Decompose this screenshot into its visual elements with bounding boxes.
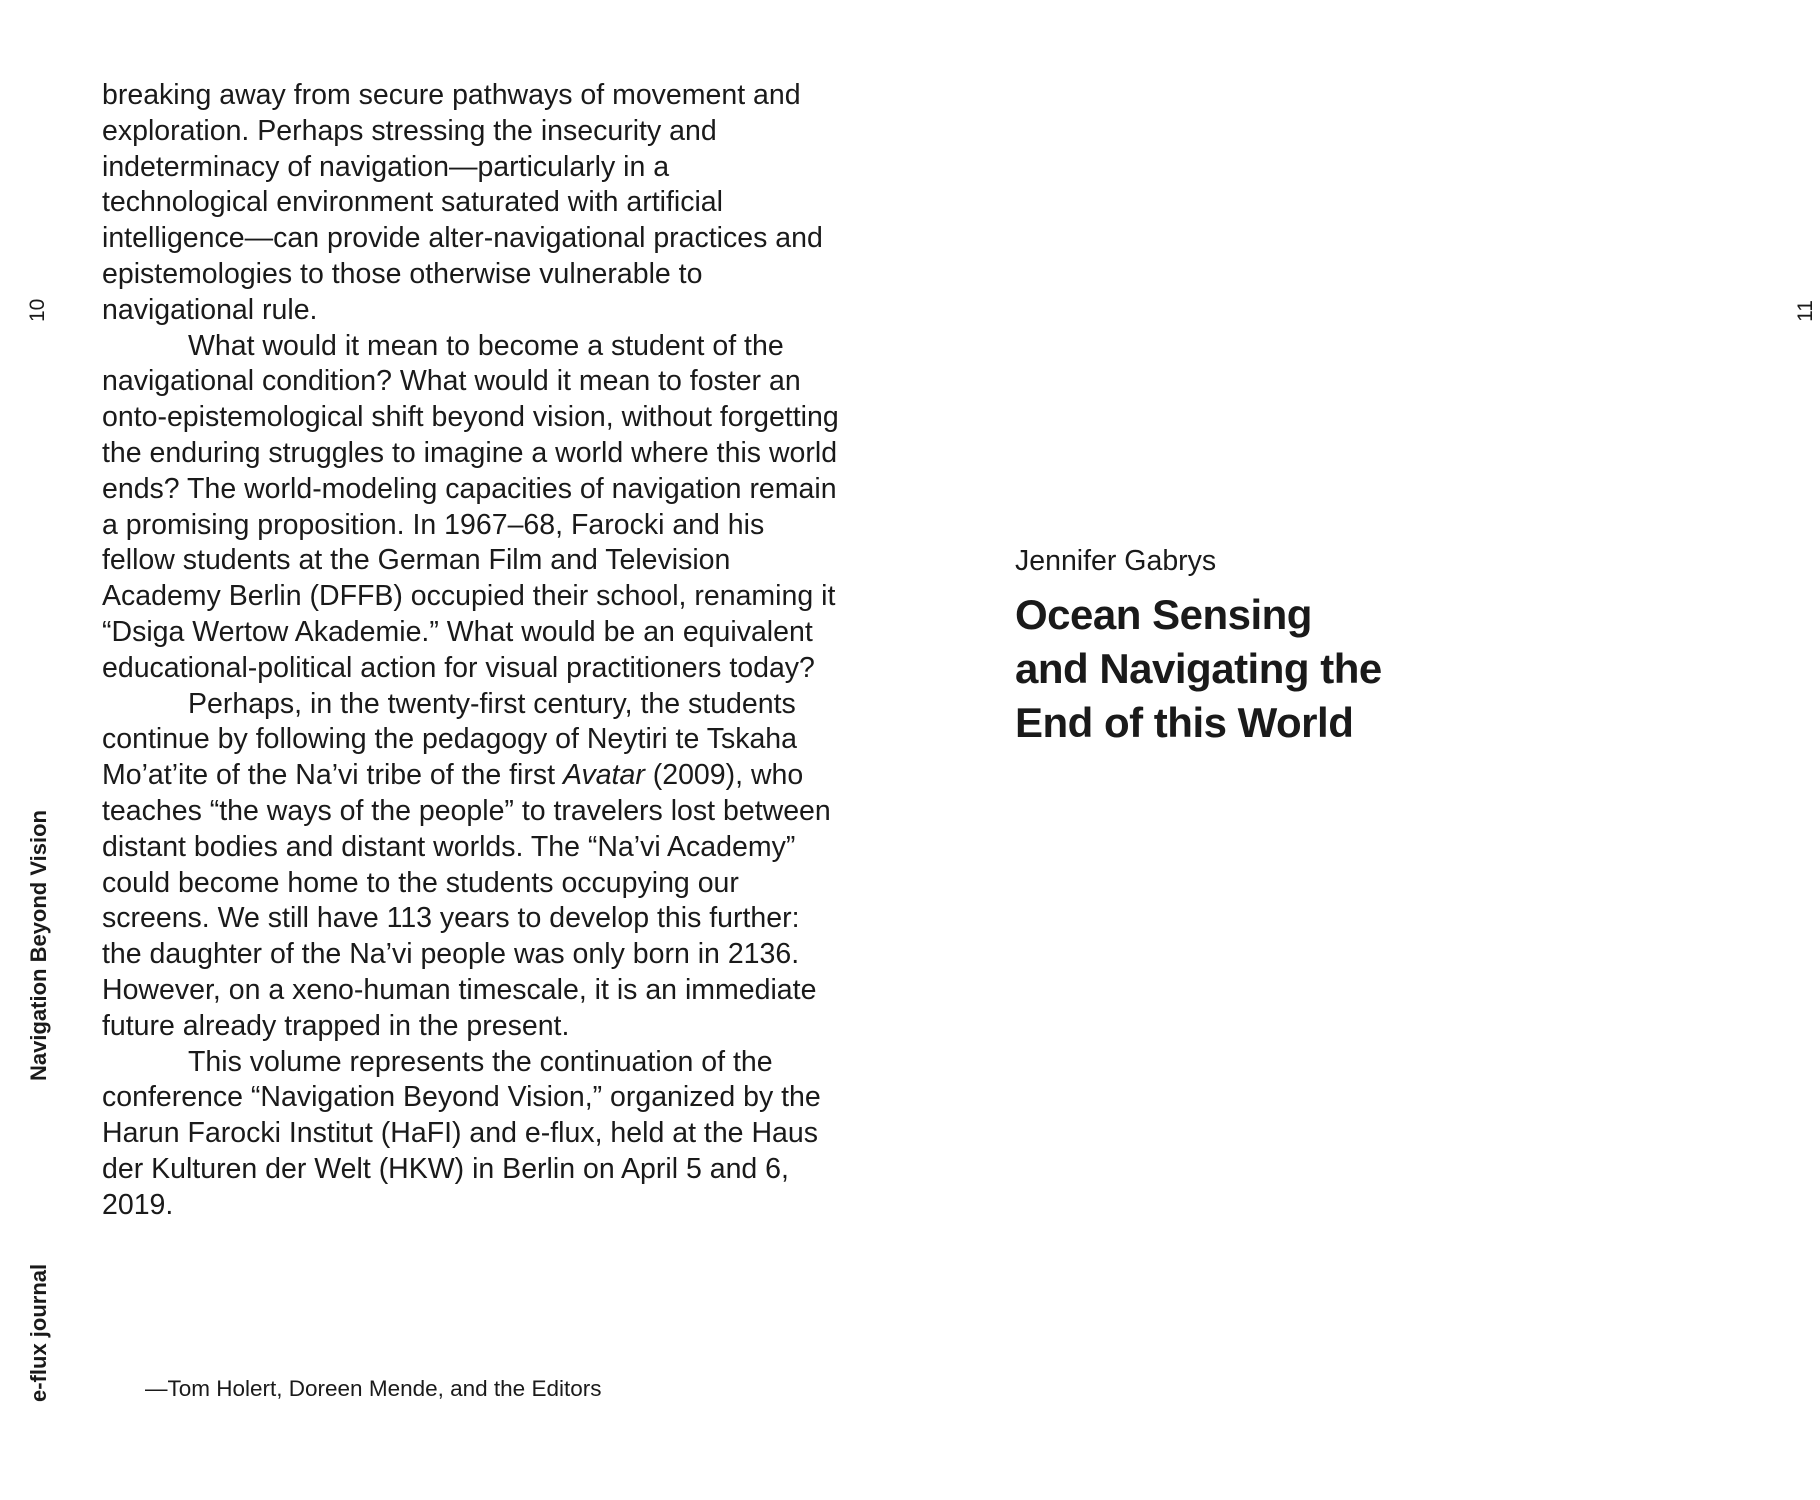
paragraph-2: What would it mean to become a student of the navigational condition? What would it mean to foster an onto-epistemological shift beyond vision, without forgetting the enduring struggles to imagine a world where this world ends? The world-modeling capacities of navigation remain a promising proposition. In 1967–68, Farocki and his fellow students at the German Film and Television Academy Berlin (DFFB) occupied their school, renaming it “Dsiga Wertow Akademie.” What would be an equivalent educational-political action for visual practitioners today?	[102, 329, 839, 684]
body-text	[102, 78, 842, 1224]
paragraph-3-start: Perhaps, in the twenty-first century, the students continue by following the pedagogy of Neytiri te Tskaha Mo’at’ite of the Na’vi tribe of the first	[102, 687, 797, 792]
author-name: Jennifer Gabrys	[1015, 545, 1217, 577]
paragraph-4: This volume represents the continuation of the conference “Navigation Beyond Vision,” organized by the Harun Farocki Institut (HaFI) and e-flux, held at the Haus der Kulturen der Welt (HKW) in Berlin on April 5 and 6, 2019.	[102, 1045, 821, 1221]
page-number-left: 10	[26, 298, 49, 322]
paragraph-1: breaking away from secure pathways of movement and exploration. Perhaps stressing the insecurity and indeterminacy of navigation—particularly in a technological environment saturated with artificial intelligence—can provide alter-navigational practices and epistemologies to those otherwise vulnerable to navigational rule.	[102, 79, 823, 326]
film-title: Avatar	[562, 759, 645, 792]
paragraph-3-end: (2009), who teaches “the ways of the people” to travelers lost between distant bodies and distant worlds. The “Na’vi Academy” could become home to the students occupying our screens. We still have 113 years to develop this further: the daughter of the Na’vi people was only born in 2136. However, on a xeno-human timescale, it is an immediate future already trapped in the present.	[102, 759, 831, 1042]
signature: —Tom Holert, Doreen Mende, and the Editors	[145, 1376, 602, 1401]
essay-title-line: Ocean Sensing	[1015, 591, 1312, 638]
right-page	[910, 0, 1820, 1500]
page-number-right: 11	[1794, 300, 1817, 322]
essay-title	[1015, 588, 1495, 750]
essay-title-line: and Navigating the	[1015, 645, 1382, 692]
journal-name: e-flux journal	[26, 1263, 51, 1402]
essay-title-line: End of this World	[1015, 699, 1354, 746]
paragraph-3	[102, 687, 842, 1045]
running-title: Navigation Beyond Vision	[26, 810, 51, 1081]
